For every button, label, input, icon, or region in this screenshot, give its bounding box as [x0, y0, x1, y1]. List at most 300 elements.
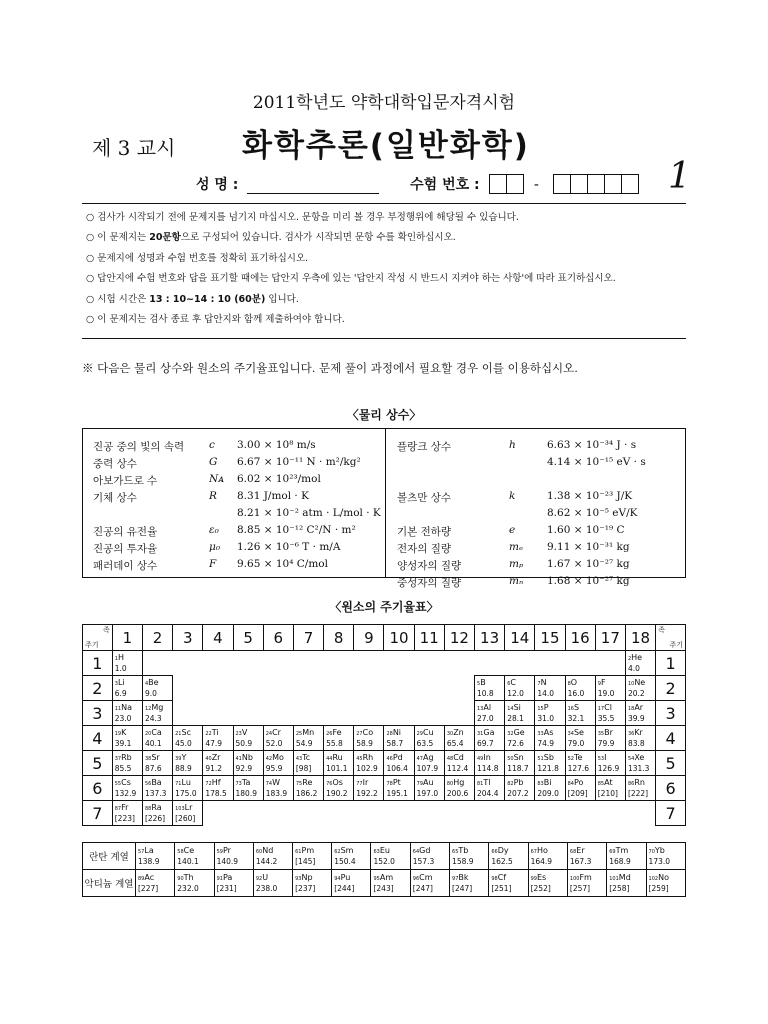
constant-value: 8.85 × 10⁻¹² C²/N · m²	[237, 524, 356, 536]
element-symbol-text: Yb	[654, 845, 665, 855]
element-symbol-text: Mn	[302, 727, 315, 737]
element-cell	[384, 701, 414, 726]
atomic-mass: 79.9	[597, 739, 615, 748]
atomic-mass: 14.0	[537, 689, 555, 698]
period-number: 2	[83, 676, 113, 701]
element-symbol-text: Sm	[340, 845, 354, 855]
element-symbol	[491, 846, 526, 858]
element-cell	[489, 843, 528, 870]
period-row	[83, 651, 686, 676]
element-symbol-text: Tm	[615, 845, 629, 855]
period-number: 1	[656, 651, 686, 676]
exam-number-prefix-boxes[interactable]	[490, 174, 524, 194]
constant-symbol: Nᴀ	[209, 473, 225, 485]
atomic-mass: [98]	[295, 764, 312, 773]
atomic-mass: 190.2	[326, 789, 348, 798]
element-symbol	[145, 728, 172, 740]
element-symbol-text: Si	[513, 702, 521, 712]
element-cell	[625, 651, 655, 676]
element-symbol	[296, 753, 323, 765]
constant-value: 3.00 × 10⁸ m/s	[237, 439, 316, 451]
element-symbol	[413, 846, 448, 858]
element-symbol	[217, 873, 252, 885]
element-cell	[607, 870, 646, 897]
atomic-number: 90	[177, 875, 184, 882]
atomic-mass: 192.2	[356, 789, 378, 798]
atomic-mass: 85.5	[114, 764, 132, 773]
atomic-mass: [258]	[609, 884, 630, 893]
element-symbol-text: Nd	[262, 845, 274, 855]
element-symbol	[217, 846, 252, 858]
element-symbol-text: N	[540, 677, 547, 687]
element-symbol-text: Li	[117, 677, 125, 687]
element-symbol	[115, 678, 142, 690]
element-cell	[646, 843, 685, 870]
element-cell	[354, 751, 384, 776]
periodic-table	[82, 624, 686, 826]
element-cell	[233, 651, 263, 676]
element-symbol	[115, 728, 142, 740]
group-number: 11	[414, 625, 444, 651]
element-symbol-text: B	[480, 677, 486, 687]
element-cell	[233, 751, 263, 776]
atomic-mass: [145]	[295, 857, 316, 866]
element-cell	[625, 701, 655, 726]
atomic-mass: 69.7	[477, 739, 494, 748]
atomic-number: 92	[255, 875, 263, 882]
notice-text: ○ 문제지에 성명과 수험 번호를 정확히 표기하십시오.	[86, 252, 309, 264]
element-cell	[565, 776, 595, 801]
period-number: 7	[83, 801, 113, 826]
element-cell	[528, 870, 567, 897]
atomic-mass: [252]	[530, 884, 551, 893]
element-symbol	[628, 678, 655, 690]
element-cell	[450, 843, 489, 870]
atomic-mass: 102.9	[356, 764, 378, 773]
atomic-mass: 207.2	[507, 789, 529, 798]
element-symbol-text: Fm	[579, 872, 592, 882]
element-symbol	[628, 703, 655, 715]
constant-value: 1.67 × 10⁻²⁷ kg	[547, 558, 630, 570]
constant-symbol: R	[209, 490, 217, 502]
element-symbol-text: Tc	[302, 752, 311, 762]
constant-value: 1.38 × 10⁻²³ J/K	[547, 490, 633, 502]
element-cell	[324, 751, 354, 776]
atomic-number: 83	[537, 780, 544, 787]
element-cell	[173, 726, 203, 751]
element-cell	[293, 843, 332, 870]
period-row	[83, 701, 686, 726]
subject-title: 화학추론(일반화학)	[242, 128, 530, 164]
atomic-number: 72	[205, 780, 212, 787]
atomic-mass: [244]	[334, 884, 355, 893]
atomic-mass: 132.9	[114, 789, 137, 798]
atomic-mass: 58.9	[356, 739, 373, 748]
table-corner	[83, 625, 113, 651]
element-symbol	[537, 778, 564, 790]
constant-value: 8.21 × 10⁻² atm · L/mol · K	[237, 507, 381, 519]
element-symbol	[447, 778, 474, 790]
element-cell	[203, 776, 233, 801]
element-cell	[142, 676, 172, 701]
atomic-number: 24	[265, 730, 273, 737]
atomic-mass: 118.7	[507, 764, 529, 773]
atomic-number: 25	[295, 730, 303, 737]
element-symbol	[334, 873, 369, 885]
element-cell	[263, 701, 293, 726]
atomic-mass: 74.9	[537, 739, 555, 748]
element-symbol	[356, 728, 383, 740]
element-cell	[384, 676, 414, 701]
atomic-number: 77	[356, 780, 363, 787]
element-cell	[567, 870, 606, 897]
element-symbol	[507, 728, 534, 740]
element-symbol	[477, 778, 504, 790]
atomic-mass: 138.9	[138, 857, 160, 866]
atomic-number: 49	[477, 755, 484, 762]
constant-value: 9.11 × 10⁻³¹ kg	[547, 541, 630, 553]
period-number: 6	[83, 776, 113, 801]
element-cell	[410, 870, 449, 897]
element-cell	[414, 651, 444, 676]
constant-value: 6.02 × 10²³/mol	[237, 473, 321, 485]
atomic-number: 12	[144, 705, 152, 712]
constant-value: 6.67 × 10⁻¹¹ N · m²/kg²	[237, 456, 361, 468]
element-symbol-text: Np	[301, 872, 313, 882]
atomic-number: 76	[326, 780, 333, 787]
period-row	[83, 776, 686, 801]
atomic-mass: [247]	[452, 884, 473, 893]
element-symbol	[356, 778, 383, 790]
group-number: 1	[112, 625, 142, 651]
element-symbol-text: Hf	[211, 777, 221, 787]
atomic-mass: 209.0	[537, 789, 559, 798]
atomic-mass: 238.0	[255, 884, 278, 893]
element-cell	[293, 676, 323, 701]
f-block-table	[82, 842, 686, 897]
element-cell	[142, 701, 172, 726]
atomic-mass: 35.5	[597, 714, 615, 723]
atomic-number: 102	[648, 875, 659, 882]
element-symbol	[138, 873, 173, 885]
element-symbol-text: Ga	[483, 727, 495, 737]
element-cell	[565, 751, 595, 776]
atomic-mass: 173.0	[648, 857, 671, 866]
element-symbol	[386, 753, 413, 765]
element-cell	[142, 801, 172, 826]
element-cell	[444, 701, 474, 726]
element-cell	[414, 801, 444, 826]
period-label: 주기	[669, 641, 683, 649]
atomic-mass: 10.8	[477, 689, 494, 698]
element-symbol-text: Cs	[121, 777, 131, 787]
element-symbol	[507, 678, 534, 690]
element-symbol-text: V	[241, 727, 248, 737]
element-symbol-text: Pt	[392, 777, 401, 787]
element-symbol	[568, 703, 595, 715]
element-cell	[475, 676, 505, 701]
constant-symbol: μ₀	[209, 541, 221, 553]
element-symbol-text: Mo	[272, 752, 284, 762]
element-cell	[293, 776, 323, 801]
atomic-number: 4	[144, 680, 149, 687]
element-symbol-text: F	[600, 677, 606, 687]
constant-value: 8.62 × 10⁻⁵ eV/K	[547, 507, 638, 519]
element-symbol	[236, 778, 263, 790]
element-symbol-text: Dy	[497, 845, 509, 855]
atomic-number: 84	[567, 780, 574, 787]
element-cell	[324, 801, 354, 826]
element-cell	[535, 651, 565, 676]
atomic-mass: [260]	[175, 814, 196, 823]
element-symbol	[609, 873, 644, 885]
atomic-number: 19	[114, 730, 122, 737]
atomic-mass: [251]	[491, 884, 512, 893]
atomic-number: 11	[114, 705, 122, 712]
element-symbol	[326, 728, 353, 740]
element-symbol-text: Pr	[222, 845, 231, 855]
constant-symbol: mₑ	[509, 541, 524, 553]
atomic-number: 75	[295, 780, 303, 787]
element-cell	[625, 726, 655, 751]
element-cell	[444, 776, 474, 801]
atomic-number: 63	[373, 848, 380, 855]
atomic-number: 98	[491, 875, 498, 882]
element-symbol	[356, 753, 383, 765]
element-cell	[203, 751, 233, 776]
element-cell	[332, 870, 371, 897]
session-label: 제 3 교시	[92, 136, 176, 160]
atomic-number: 56	[144, 780, 152, 787]
atomic-mass: 50.9	[235, 739, 253, 748]
element-symbol-text: Fr	[121, 802, 129, 812]
element-symbol-text: No	[658, 872, 669, 882]
atomic-mass: 23.0	[114, 714, 132, 723]
element-symbol	[507, 778, 534, 790]
atomic-number: 20	[144, 730, 152, 737]
element-symbol	[477, 703, 504, 715]
element-cell	[203, 651, 233, 676]
element-symbol-text: Br	[604, 727, 613, 737]
constant-name: 아보가드로 수	[93, 475, 158, 487]
element-cell	[444, 801, 474, 826]
atomic-number: 81	[477, 780, 484, 787]
element-symbol	[598, 703, 625, 715]
candidate-info	[196, 174, 639, 194]
notice-emphasis: 20문항	[149, 232, 181, 244]
element-symbol-text: He	[631, 652, 643, 662]
element-symbol-text: Es	[536, 872, 547, 882]
atomic-mass: 180.9	[235, 789, 257, 798]
element-symbol	[649, 846, 684, 858]
element-cell	[136, 843, 175, 870]
element-symbol-text: C	[510, 677, 516, 687]
atomic-number: 38	[144, 755, 152, 762]
atomic-number: 87	[114, 805, 122, 812]
element-symbol-text: Sc	[181, 727, 191, 737]
atomic-mass: 72.6	[507, 739, 524, 748]
element-symbol-text: Sb	[543, 752, 554, 762]
atomic-number: 21	[175, 730, 182, 737]
atomic-mass: 204.4	[477, 789, 499, 798]
element-symbol	[145, 703, 172, 715]
atomic-mass: 144.2	[255, 857, 278, 866]
element-cell	[253, 870, 292, 897]
element-symbol	[175, 778, 202, 790]
element-cell	[595, 751, 625, 776]
group-number: 2	[142, 625, 172, 651]
element-symbol-text: U	[262, 872, 269, 882]
element-symbol-text: Y	[181, 752, 187, 762]
element-symbol	[266, 728, 293, 740]
atomic-mass: [259]	[648, 884, 669, 893]
element-symbol	[256, 873, 291, 885]
element-symbol	[628, 753, 655, 765]
atomic-mass: 28.1	[507, 714, 524, 723]
element-cell	[595, 701, 625, 726]
atomic-number: 39	[175, 755, 182, 762]
constant-value: 1.60 × 10⁻¹⁹ C	[547, 524, 625, 536]
constant-name: 진공 중의 빛의 속력	[93, 441, 185, 453]
element-cell	[112, 651, 142, 676]
element-symbol	[236, 753, 263, 765]
element-cell	[625, 801, 655, 826]
atomic-number: 103	[175, 805, 185, 812]
exam-number-label: 수험 번호 :	[410, 177, 480, 193]
element-cell	[324, 726, 354, 751]
atomic-mass: 55.8	[326, 739, 343, 748]
element-symbol	[145, 753, 172, 765]
atomic-number: 89	[138, 875, 145, 882]
element-symbol-text: Kr	[634, 727, 643, 737]
atomic-mass: 92.9	[235, 764, 253, 773]
element-cell	[332, 843, 371, 870]
element-symbol-text: Al	[483, 702, 492, 712]
element-symbol-text: P	[543, 702, 549, 712]
element-cell	[173, 651, 203, 676]
element-symbol-text: Tb	[458, 845, 469, 855]
group-number: 10	[384, 625, 414, 651]
element-cell	[233, 701, 263, 726]
element-symbol-text: Se	[573, 727, 584, 737]
element-cell	[354, 801, 384, 826]
divider	[82, 203, 686, 204]
notice-text: ○ 이 문제지는 검사 종료 후 답안지와 함께 제출하여야 합니다.	[86, 314, 345, 326]
element-symbol	[628, 653, 655, 665]
atomic-number: 95	[373, 875, 380, 882]
element-cell	[214, 843, 253, 870]
element-symbol-text: Cm	[419, 872, 433, 882]
element-cell	[414, 776, 444, 801]
notice-item	[86, 249, 616, 269]
element-symbol-text: Nb	[241, 752, 253, 762]
element-symbol	[531, 846, 566, 858]
atomic-number: 100	[569, 875, 580, 882]
element-symbol-text: Mg	[151, 702, 164, 712]
element-cell	[203, 701, 233, 726]
atomic-number: 18	[627, 705, 635, 712]
element-symbol	[145, 778, 172, 790]
group-number: 4	[203, 625, 233, 651]
element-symbol-text: Au	[423, 777, 434, 787]
atomic-number: 74	[265, 780, 273, 787]
atomic-mass: 164.9	[530, 857, 553, 866]
element-symbol	[531, 873, 566, 885]
element-symbol	[417, 728, 444, 740]
atomic-mass: 45.0	[175, 739, 192, 748]
constant-name: 진공의 유전율	[93, 526, 158, 538]
atomic-number: 32	[507, 730, 514, 737]
element-symbol	[334, 846, 369, 858]
atomic-number: 40	[205, 755, 212, 762]
constant-symbol: h	[509, 439, 516, 451]
atomic-mass: [223]	[114, 814, 135, 823]
atomic-number: 41	[235, 755, 242, 762]
atomic-mass: 47.9	[205, 739, 223, 748]
constant-value: 8.31 J/mol · K	[237, 490, 309, 502]
constant-name: 양성자의 질량	[397, 560, 462, 572]
element-cell	[293, 751, 323, 776]
constants-divider	[385, 429, 386, 577]
series-label: 악티늄 계열	[83, 870, 136, 897]
period-row	[83, 801, 686, 826]
element-symbol	[115, 753, 142, 765]
constant-name: 기본 전하량	[397, 526, 452, 538]
element-cell	[371, 870, 410, 897]
name-field[interactable]	[247, 179, 379, 194]
atomic-number: 67	[530, 848, 537, 855]
element-symbol	[598, 728, 625, 740]
atomic-number: 57	[138, 848, 145, 855]
exam-number-boxes[interactable]	[554, 174, 639, 194]
atomic-number: 86	[627, 780, 635, 787]
atomic-mass: 27.0	[477, 714, 494, 723]
series-label: 란탄 계열	[83, 843, 136, 870]
element-cell	[263, 751, 293, 776]
element-cell	[324, 676, 354, 701]
element-cell	[505, 751, 535, 776]
element-cell	[142, 751, 172, 776]
notice-item	[86, 290, 616, 310]
group-number: 15	[535, 625, 565, 651]
exam-number-dash: -	[533, 177, 539, 193]
constant-symbol: mₚ	[509, 558, 524, 570]
notice-text: 입니다.	[265, 293, 299, 305]
element-cell	[595, 776, 625, 801]
element-cell	[565, 701, 595, 726]
atomic-mass: 52.0	[265, 739, 283, 748]
group-number: 6	[263, 625, 293, 651]
element-cell	[233, 776, 263, 801]
element-symbol-text: Po	[573, 777, 584, 787]
atomic-mass: 106.4	[386, 764, 408, 773]
atomic-number: 17	[597, 705, 605, 712]
notice-emphasis: 13 : 10~14 : 10 (60분)	[149, 293, 266, 305]
period-row	[83, 676, 686, 701]
element-symbol	[205, 778, 232, 790]
element-symbol-text: I	[604, 752, 607, 762]
element-symbol-text: Te	[573, 752, 583, 762]
element-symbol	[491, 873, 526, 885]
element-symbol-text: Cu	[423, 727, 434, 737]
intro-text: ※ 다음은 물리 상수와 원소의 주기율표입니다. 문제 풀이 과정에서 필요할 경우 이를 이용하십시오.	[82, 361, 578, 375]
element-symbol-text: Pu	[340, 872, 351, 882]
element-symbol-text: Sr	[151, 752, 160, 762]
atomic-number: 44	[326, 755, 333, 762]
element-cell	[444, 751, 474, 776]
element-symbol	[266, 753, 293, 765]
element-symbol	[609, 846, 644, 858]
